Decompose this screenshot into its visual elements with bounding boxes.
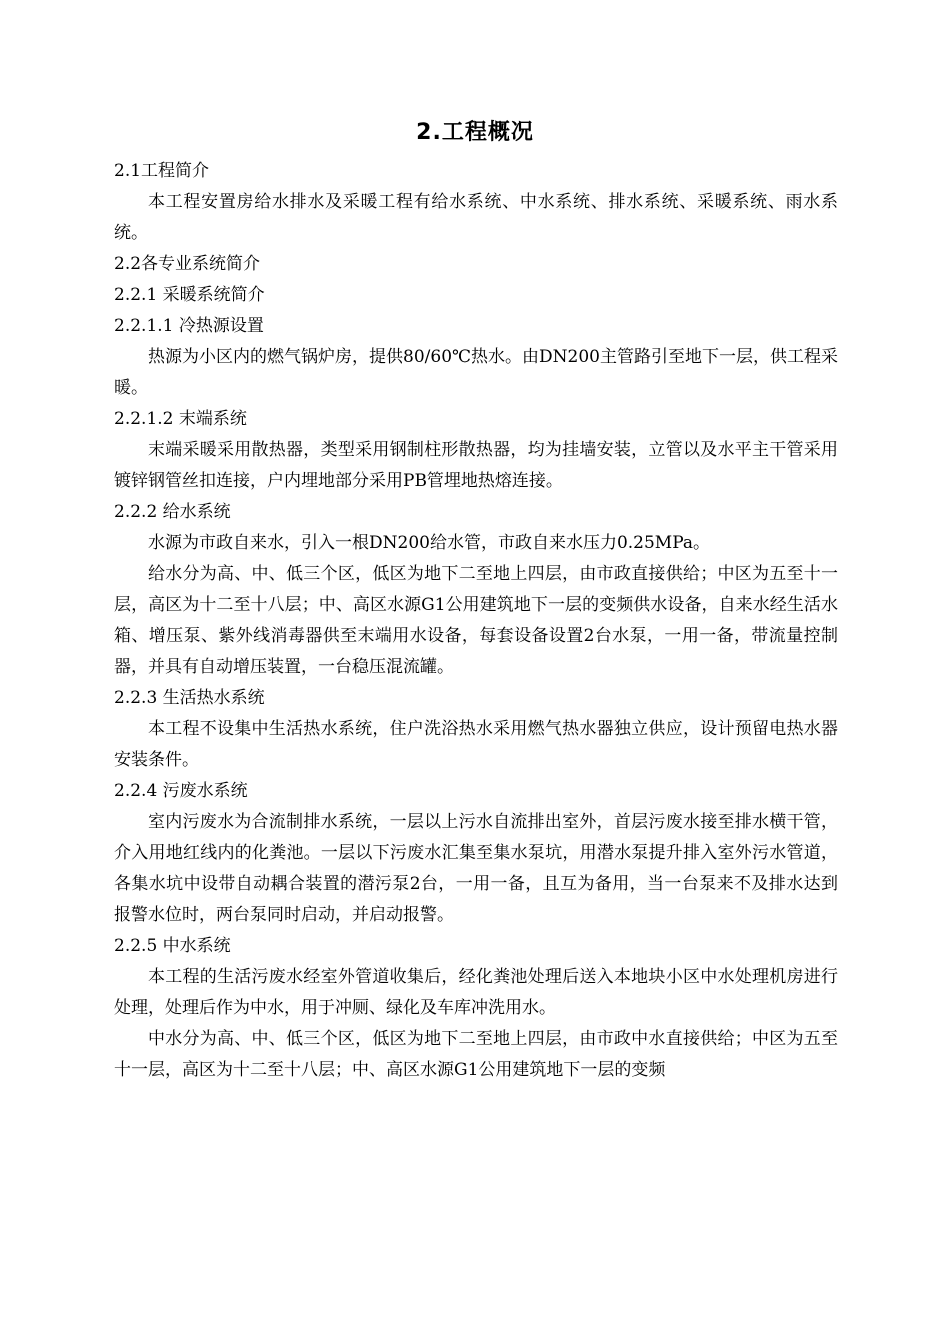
para-2-2-2-a: 水源为市政自来水，引入一根DN200给水管，市政自来水压力0.25MPa。 <box>148 533 711 553</box>
heading-2-2-3: 2.2.3 生活热水系统 <box>114 688 265 708</box>
para-2-2-5-a: 本工程的生活污废水经室外管道收集后，经化粪池处理后送入本地块小区中水处理机房进行处理，处理后作为中水，用于冲厕、绿化及车库冲洗用水。 <box>114 967 838 1018</box>
para-2-2-4: 室内污废水为合流制排水系统，一层以上污水自流排出室外，首层污废水接至排水横干管，介入用地红线内的化粪池。一层以下污废水汇集至集水泵坑，用潜水泵提升排入室外污水管道，各集水坑中设带自动耦合装置的潜污泵2台，一用一备，且互为备用，当一台泵来不及排水达到报警水位时，两台泵同时启动，并启动报警。 <box>114 812 838 925</box>
para-2-2-1-1: 热源为小区内的燃气锅炉房，提供80/60℃热水。由DN200主管路引至地下一层，供工程采暖。 <box>114 347 838 398</box>
heading-2-2-1-2: 2.2.1.2 末端系统 <box>114 409 247 429</box>
heading-2-2-1: 2.2.1 采暖系统简介 <box>114 285 265 305</box>
para-2-2-5-b: 中水分为高、中、低三个区，低区为地下二至地上四层，由市政中水直接供给；中区为五至十一层，高区为十二至十八层；中、高区水源G1公用建筑地下一层的变频 <box>114 1029 838 1080</box>
document-body <box>114 156 838 1086</box>
heading-2-1: 2.1工程简介 <box>114 161 210 181</box>
heading-2-2-5: 2.2.5 中水系统 <box>114 936 231 956</box>
para-2-2-3: 本工程不设集中生活热水系统，住户洗浴热水采用燃气热水器独立供应，设计预留电热水器安装条件。 <box>114 719 838 770</box>
heading-2-2: 2.2各专业系统简介 <box>114 254 261 274</box>
heading-2-2-2: 2.2.2 给水系统 <box>114 502 231 522</box>
para-2-1: 本工程安置房给水排水及采暖工程有给水系统、中水系统、排水系统、采暖系统、雨水系统。 <box>114 192 838 243</box>
page-title: 2.工程概况 <box>416 120 534 145</box>
heading-2-2-1-1: 2.2.1.1 冷热源设置 <box>114 316 264 336</box>
para-2-2-2-b: 给水分为高、中、低三个区，低区为地下二至地上四层，由市政直接供给；中区为五至十一层，高区为十二至十八层；中、高区水源G1公用建筑地下一层的变频供水设备，自来水经生活水箱、增压泵、紫外线消毒器供至末端用水设备，每套设备设置2台水泵，一用一备，带流量控制器，并具有自动增压装置，一台稳压混流罐。 <box>114 564 838 677</box>
para-2-2-1-2: 末端采暖采用散热器，类型采用钢制柱形散热器，均为挂墙安装，立管以及水平主干管采用镀锌钢管丝扣连接，户内埋地部分采用PB管埋地热熔连接。 <box>114 440 838 491</box>
heading-2-2-4: 2.2.4 污废水系统 <box>114 781 248 801</box>
